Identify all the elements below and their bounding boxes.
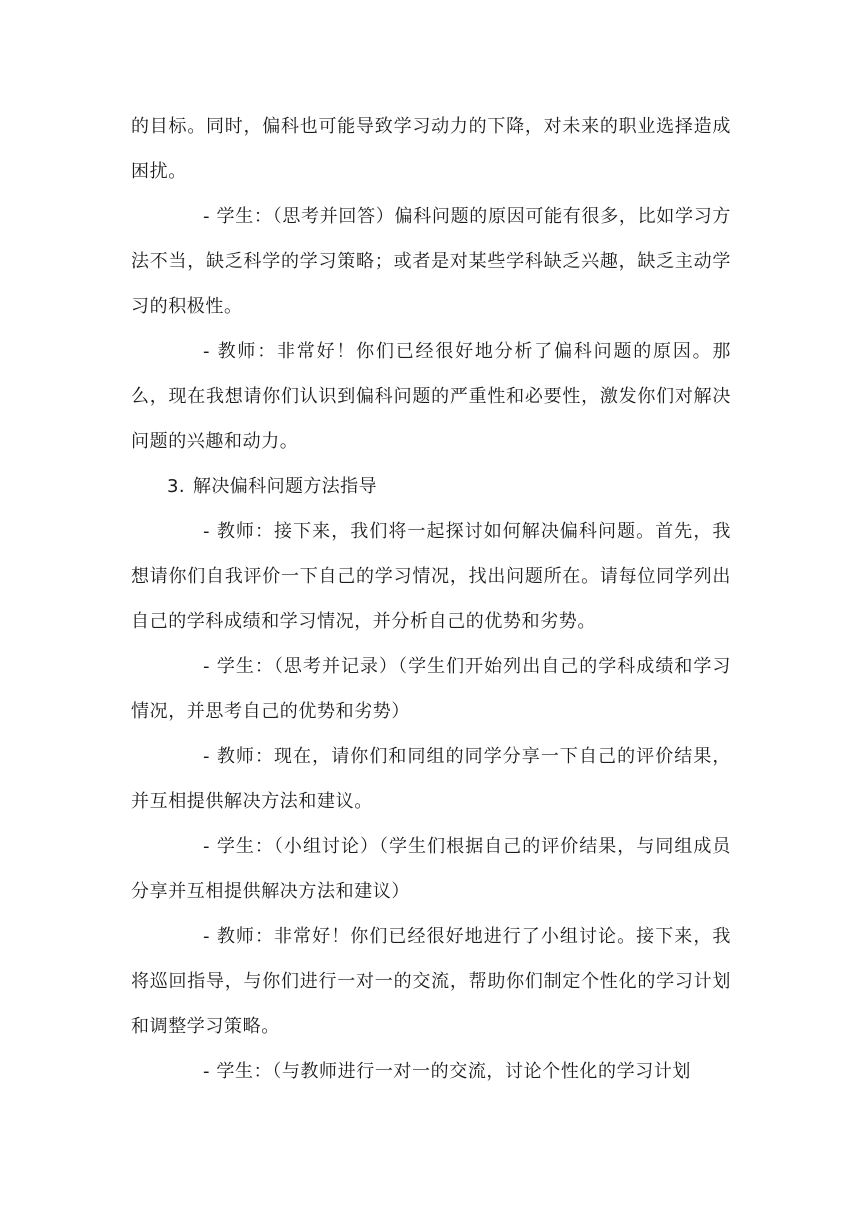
paragraph-teacher-share: - 教师：现在，请你们和同组的同学分享一下自己的评价结果，并互相提供解决方法和建议。 <box>131 746 731 812</box>
paragraph-teacher-self-eval: - 教师：接下来，我们将一起探讨如何解决偏科问题。首先，我想请你们自我评价一下自己的学习情况，找出问题所在。请每位同学列出自己的学科成绩和学习情况，并分析自己的优势和劣势。 <box>131 521 731 632</box>
paragraph-teacher-praise: - 教师：非常好！你们已经很好地分析了偏科问题的原因。那么，现在我想请你们认识到偏科问题的严重性和必要性，激发你们对解决问题的兴趣和动力。 <box>131 341 731 452</box>
paragraph-student-one-on-one: - 学生：（与教师进行一对一的交流，讨论个性化的学习计划 <box>203 1061 692 1082</box>
section-heading <box>131 464 731 509</box>
document-body <box>131 104 731 1094</box>
paragraph-student-record: - 学生：（思考并记录）（学生们开始列出自己的学科成绩和学习情况，并思考自己的优势和劣势） <box>131 656 731 722</box>
section-number: 3. <box>167 476 185 497</box>
section-title: 解决偏科问题方法指导 <box>192 476 377 497</box>
paragraph-student-discussion: - 学生：（小组讨论）（学生们根据自己的评价结果，与同组成员分享并互相提供解决方法和建议） <box>131 836 731 902</box>
paragraph-teacher-guidance: - 教师：非常好！你们已经很好地进行了小组讨论。接下来，我将巡回指导，与你们进行一对一的交流，帮助你们制定个性化的学习计划和调整学习策略。 <box>131 926 731 1037</box>
paragraph-student-reason: - 学生：（思考并回答）偏科问题的原因可能有很多，比如学习方法不当，缺乏科学的学习策略；或者是对某些学科缺乏兴趣，缺乏主动学习的积极性。 <box>131 206 731 317</box>
paragraph-continuation: 的目标。同时，偏科也可能导致学习动力的下降，对未来的职业选择造成困扰。 <box>131 116 731 182</box>
